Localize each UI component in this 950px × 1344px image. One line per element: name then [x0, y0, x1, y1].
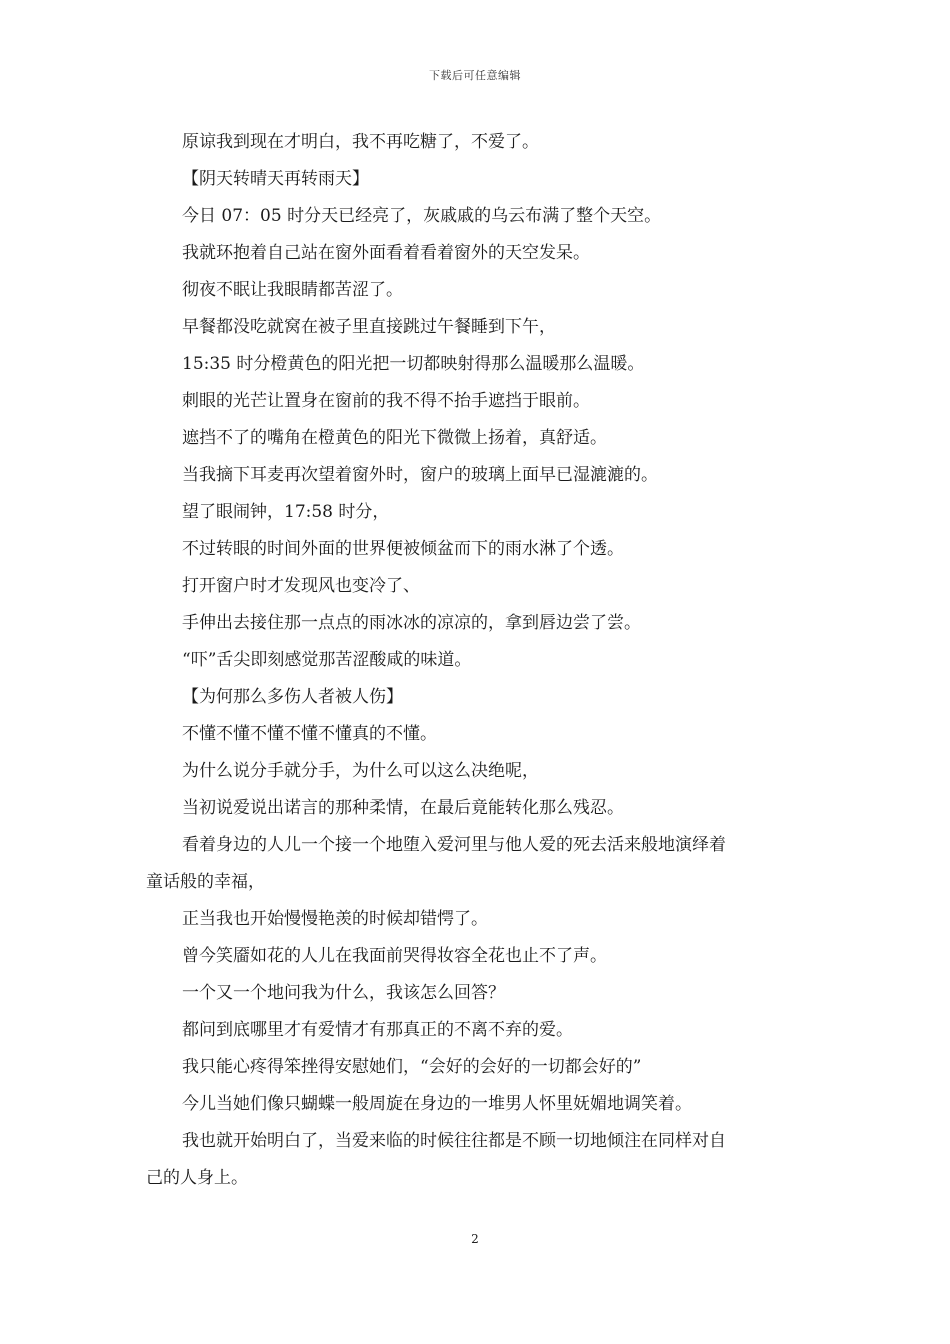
- paragraph-line: 我就环抱着自己站在窗外面看着看着窗外的天空发呆。: [182, 243, 590, 263]
- paragraph-line: 望了眼闹钟，17:58 时分，: [182, 502, 390, 522]
- paragraph-line: 我也就开始明白了，当爱来临的时候往往都是不顾一切地倾注在同样对自: [182, 1131, 726, 1151]
- paragraph-line: 不过转眼的时间外面的世界便被倾盆而下的雨水淋了个透。: [182, 539, 624, 559]
- document-body: [146, 124, 810, 1197]
- paragraph-line: 一个又一个地问我为什么，我该怎么回答？: [182, 983, 505, 1003]
- paragraph-line: 15:35 时分橙黄色的阳光把一切都映射得那么温暖那么温暖。: [182, 354, 645, 374]
- paragraph-line: 早餐都没吃就窝在被子里直接跳过午餐睡到下午，: [182, 317, 556, 337]
- paragraph-line: 当初说爱说出诺言的那种柔情，在最后竟能转化那么残忍。: [182, 798, 624, 818]
- paragraph-line: 我只能心疼得笨挫得安慰她们，“会好的会好的一切都会好的”: [182, 1057, 642, 1077]
- paragraph-line: 打开窗户时才发现风也变冷了、: [182, 576, 420, 596]
- paragraph-line: 为什么说分手就分手，为什么可以这么决绝呢，: [182, 761, 539, 781]
- paragraph-line: 正当我也开始慢慢艳羡的时候却错愕了。: [182, 909, 488, 929]
- paragraph-line-continued: 童话般的幸福，: [146, 872, 265, 892]
- paragraph-line: 原谅我到现在才明白，我不再吃糖了，不爱了。: [182, 132, 539, 152]
- section-heading: 【为何那么多伤人者被人伤】: [182, 687, 403, 707]
- paragraph-line-continued: 己的人身上。: [146, 1168, 248, 1188]
- paragraph-line: 彻夜不眠让我眼睛都苦涩了。: [182, 280, 403, 300]
- paragraph-line: 今日 07：05 时分天已经亮了，灰戚戚的乌云布满了整个天空。: [182, 206, 662, 226]
- paragraph-line: “吓”舌尖即刻感觉那苦涩酸咸的味道。: [182, 650, 472, 670]
- paragraph-line: 遮挡不了的嘴角在橙黄色的阳光下微微上扬着，真舒适。: [182, 428, 607, 448]
- paragraph-line: 不懂不懂不懂不懂不懂真的不懂。: [182, 724, 437, 744]
- paragraph-line: 当我摘下耳麦再次望着窗外时，窗户的玻璃上面早已湿漉漉的。: [182, 465, 658, 485]
- page-header: 下载后可任意编辑: [429, 69, 521, 82]
- paragraph-line: 刺眼的光芒让置身在窗前的我不得不抬手遮挡于眼前。: [182, 391, 590, 411]
- paragraph-line: 曾今笑靥如花的人儿在我面前哭得妆容全花也止不了声。: [182, 946, 607, 966]
- section-heading: 【阴天转晴天再转雨天】: [182, 169, 369, 189]
- paragraph-line: 手伸出去接住那一点点的雨冰冰的凉凉的，拿到唇边尝了尝。: [182, 613, 641, 633]
- paragraph-line: 看着身边的人儿一个接一个地堕入爱河里与他人爱的死去活来般地演绎着: [182, 835, 726, 855]
- page-number: 2: [471, 1232, 479, 1246]
- paragraph-line: 今儿当她们像只蝴蝶一般周旋在身边的一堆男人怀里妩媚地调笑着。: [182, 1094, 692, 1114]
- paragraph-line: 都问到底哪里才有爱情才有那真正的不离不弃的爱。: [182, 1020, 573, 1040]
